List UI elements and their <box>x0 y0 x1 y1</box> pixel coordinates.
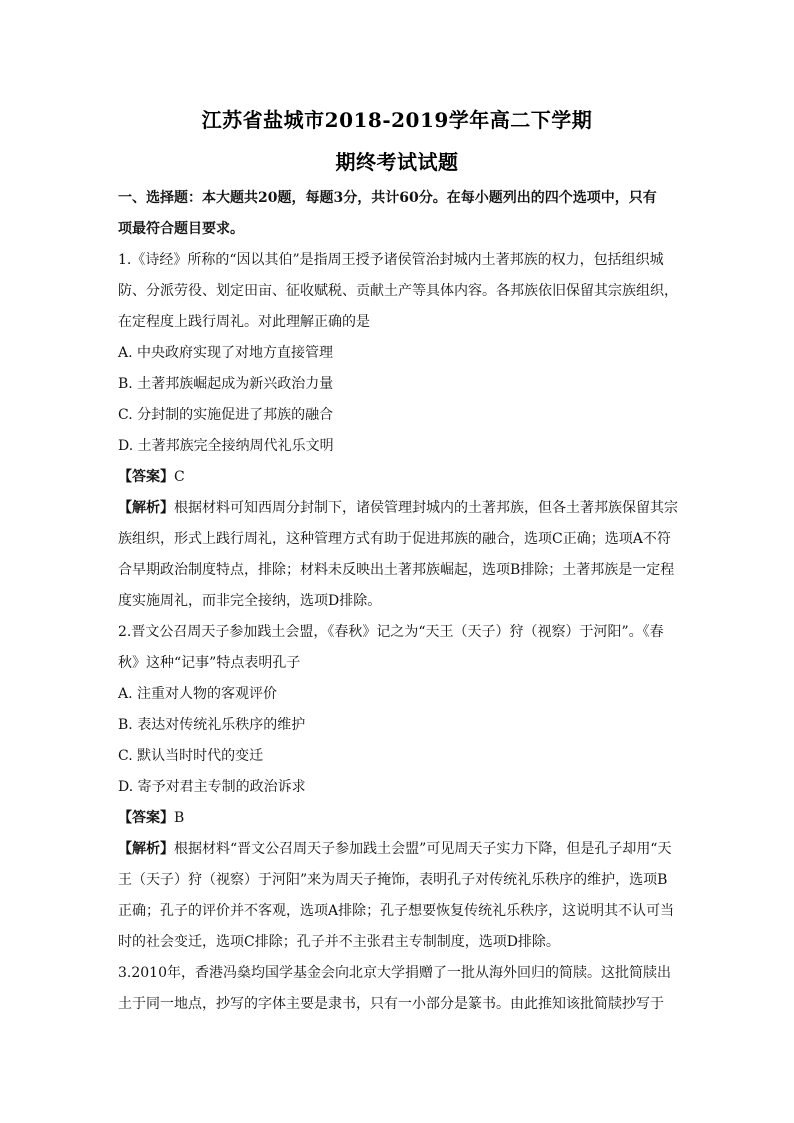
q2-option-b: B. 表达对传统礼乐秩序的维护 <box>118 717 306 733</box>
document-body <box>118 183 678 1020</box>
q1-stem-line: 防、分派劳役、划定田亩、征收赋税、贡献土产等具体内容。各邦族依旧保留其宗族组织， <box>118 283 678 299</box>
q2-analysis-line: 时的社会变迁，选项C排除；孔子并不主张君主专制制度，选项D排除。 <box>118 934 560 950</box>
q2-option-d: D. 寄予对君主专制的政治诉求 <box>118 779 306 795</box>
q2-analysis-line <box>118 834 678 865</box>
q2-option-a: A. 注重对人物的客观评价 <box>118 686 278 702</box>
q1-answer <box>118 462 678 493</box>
q1-option-c: C. 分封制的实施促进了邦族的融合 <box>118 407 334 423</box>
document-title-line2: 期终考试试题 <box>335 150 459 174</box>
q1-analysis-line <box>118 493 678 524</box>
q1-option-d: D. 土著邦族完全接纳周代礼乐文明 <box>118 438 334 454</box>
analysis-label: 【解析】 <box>118 841 174 857</box>
analysis-text: 根据材料可知西周分封制下，诸侯管理封城内的土著邦族，但各土著邦族保留其宗 <box>174 500 678 516</box>
answer-value: B <box>174 810 185 826</box>
q2-analysis-line: 王（天子）狩（视察）于河阳”来为周天子掩饰，表明孔子对传统礼乐秩序的维护，选项B <box>118 872 668 888</box>
q2-answer <box>118 803 678 834</box>
section-heading-cont: 项最符合题目要求。 <box>118 221 244 237</box>
q1-analysis-line: 度实施周礼，而非完全接纳，选项D排除。 <box>118 593 382 609</box>
analysis-label: 【解析】 <box>118 500 174 516</box>
q3-stem-line: 土于同一地点，抄写的字体主要是隶书，只有一小部分是篆书。由此推知该批简牍抄写于 <box>118 996 664 1012</box>
q1-option-b: B. 土著邦族崛起成为新兴政治力量 <box>118 376 334 392</box>
q1-stem-line: 在定程度上践行周礼。对此理解正确的是 <box>118 314 370 330</box>
document-title-line1: 江苏省盐城市2018-2019学年高二下学期 <box>201 108 593 132</box>
q3-stem-line: 3.2010年，香港冯燊均国学基金会向北京大学捐赠了一批从海外回归的简牍。这批简牍出 <box>118 965 671 981</box>
answer-label: 【答案】 <box>118 810 174 826</box>
analysis-text: 根据材料“晋文公召周天子参加践土会盟”可见周天子实力下降，但是孔子却用“天 <box>174 841 672 857</box>
q1-analysis-line: 族组织，形式上践行周礼，这种管理方式有助于促进邦族的融合，选项C正确；选项A不符 <box>118 531 671 547</box>
answer-label: 【答案】 <box>118 469 174 485</box>
section-heading: 一、选择题：本大题共20题，每题3分，共计60分。在每小题列出的四个选项中，只有 <box>118 190 657 206</box>
q2-option-c: C. 默认当时时代的变迁 <box>118 748 264 764</box>
q1-option-a: A. 中央政府实现了对地方直接管理 <box>118 345 334 361</box>
answer-value: C <box>174 469 185 485</box>
q2-stem-line: 2.晋文公召周天子参加践土会盟，《春秋》记之为“天王（天子）狩（视察）于河阳”。《春 <box>118 624 664 640</box>
q2-analysis-line: 正确；孔子的评价并不客观，选项A排除；孔子想要恢复传统礼乐秩序，这说明其不认可当 <box>118 903 675 919</box>
q2-stem-line: 秋》这种“记事”特点表明孔子 <box>118 655 301 671</box>
q1-analysis-line: 合早期政治制度特点，排除；材料未反映出土著邦族崛起，选项B排除；土著邦族是一定程 <box>118 562 675 578</box>
q1-stem-line: 1.《诗经》所称的“因以其伯”是指周王授予诸侯管治封城内土著邦族的权力，包括组织城 <box>118 252 664 268</box>
